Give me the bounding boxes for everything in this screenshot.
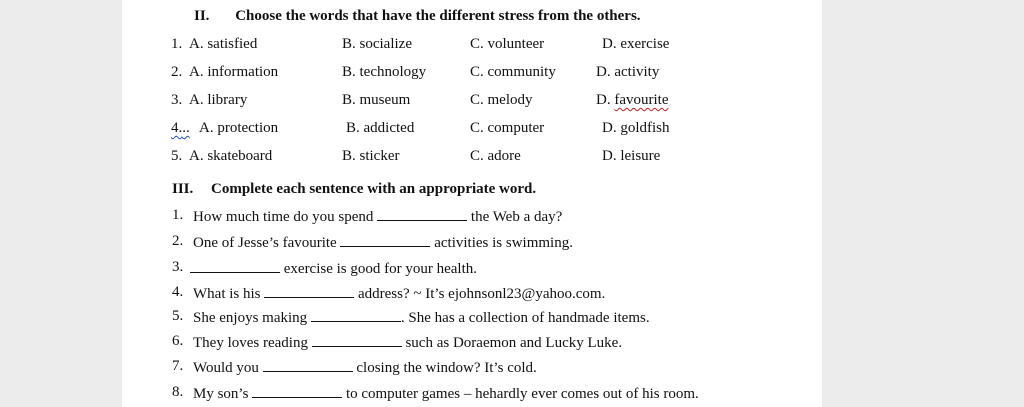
- q1-option-c: C. volunteer: [470, 36, 545, 52]
- q3-option-d: [596, 92, 668, 109]
- q2-option-d: D. activity: [596, 64, 660, 80]
- s5-sentence: [193, 308, 650, 327]
- q3-option-b: B. museum: [342, 92, 411, 108]
- s1-pre: How much time do you spend: [193, 209, 374, 225]
- q3-option-c: C. melody: [470, 92, 533, 108]
- q5-option-c: C. adore: [470, 148, 521, 164]
- s1-sentence: [193, 207, 562, 226]
- q1-option-a: A. satisfied: [189, 36, 258, 52]
- section-iii-title: Complete each sentence with an appropriate word.: [211, 181, 537, 197]
- s3-blank: [190, 259, 280, 273]
- s7-pre: Would you: [193, 360, 259, 376]
- q2-option-a: A. information: [189, 64, 279, 80]
- section-ii-heading: [194, 8, 641, 25]
- q5-option-d: D. leisure: [602, 148, 661, 164]
- q3-option-d-prefix: D.: [596, 92, 615, 108]
- document-page: [122, 0, 822, 407]
- s7-number: 7.: [172, 358, 184, 374]
- s5-pre: She enjoys making: [193, 310, 308, 326]
- s8-pre: My son’s: [193, 386, 249, 402]
- q2-option-b: B. technology: [342, 64, 427, 80]
- s3-post: exercise is good for your health.: [280, 261, 478, 277]
- q4-number: [171, 120, 190, 137]
- s4-sentence: [193, 284, 605, 303]
- s8-blank: [252, 384, 342, 398]
- q2-option-c: C. community: [470, 64, 556, 80]
- q5-option-b: B. sticker: [342, 148, 400, 164]
- s1-blank: [377, 207, 467, 221]
- s1-number: 1.: [172, 207, 184, 223]
- q2-number: 2.: [171, 64, 183, 80]
- s6-pre: They loves reading: [193, 335, 308, 351]
- s4-number: 4.: [172, 284, 184, 300]
- s8-post: to computer games – hehardly ever comes out of his room.: [342, 386, 699, 402]
- s7-blank: [263, 358, 353, 372]
- q1-option-d: D. exercise: [602, 36, 670, 52]
- s8-sentence: [193, 384, 699, 403]
- q4-option-a: A. protection: [199, 120, 279, 136]
- q3-option-a: A. library: [189, 92, 248, 108]
- s4-post: address? ~ It’s ejohnsonl23@yahoo.com.: [354, 286, 606, 302]
- s1-post: the Web a day?: [467, 209, 563, 225]
- s7-sentence: [193, 358, 537, 377]
- section-ii-title: Choose the words that have the different stress from the others.: [235, 8, 641, 24]
- section-ii-number: II.: [194, 8, 210, 24]
- s8-number: 8.: [172, 384, 184, 400]
- q5-number: 5.: [171, 148, 183, 164]
- q4-number-text: [171, 120, 190, 136]
- section-iii-heading: [172, 181, 536, 198]
- q3-number: 3.: [171, 92, 183, 108]
- s5-number: 5.: [172, 308, 184, 324]
- q4-option-d: D. goldfish: [602, 120, 670, 136]
- s2-post: activities is swimming.: [430, 235, 573, 251]
- s6-sentence: [193, 333, 622, 352]
- q4-number-digit: 4.: [171, 120, 183, 136]
- s2-number: 2.: [172, 233, 184, 249]
- s6-blank: [312, 333, 402, 347]
- s6-number: 6.: [172, 333, 184, 349]
- s5-post: . She has a collection of handmade items.: [400, 310, 650, 326]
- s2-blank: [340, 233, 430, 247]
- q4-number-suffix: ..: [182, 120, 190, 136]
- q1-option-b: B. socialize: [342, 36, 412, 52]
- s6-post: such as Doraemon and Lucky Luke.: [401, 335, 623, 351]
- s2-sentence: [193, 233, 573, 252]
- q4-option-c: C. computer: [470, 120, 545, 136]
- q4-option-b: B. addicted: [346, 120, 415, 136]
- s3-sentence: [190, 259, 477, 278]
- q3-option-d-word: favourite: [614, 92, 669, 108]
- s3-number: 3.: [172, 259, 184, 275]
- section-iii-number: III.: [172, 181, 194, 197]
- s4-pre: What is his: [193, 286, 261, 302]
- s2-pre: One of Jesse’s favourite: [193, 235, 337, 251]
- s4-blank: [264, 284, 354, 298]
- s5-blank: [311, 308, 401, 322]
- q5-option-a: A. skateboard: [189, 148, 273, 164]
- s7-post: closing the window? It’s cold.: [352, 360, 537, 376]
- q1-number: 1.: [171, 36, 183, 52]
